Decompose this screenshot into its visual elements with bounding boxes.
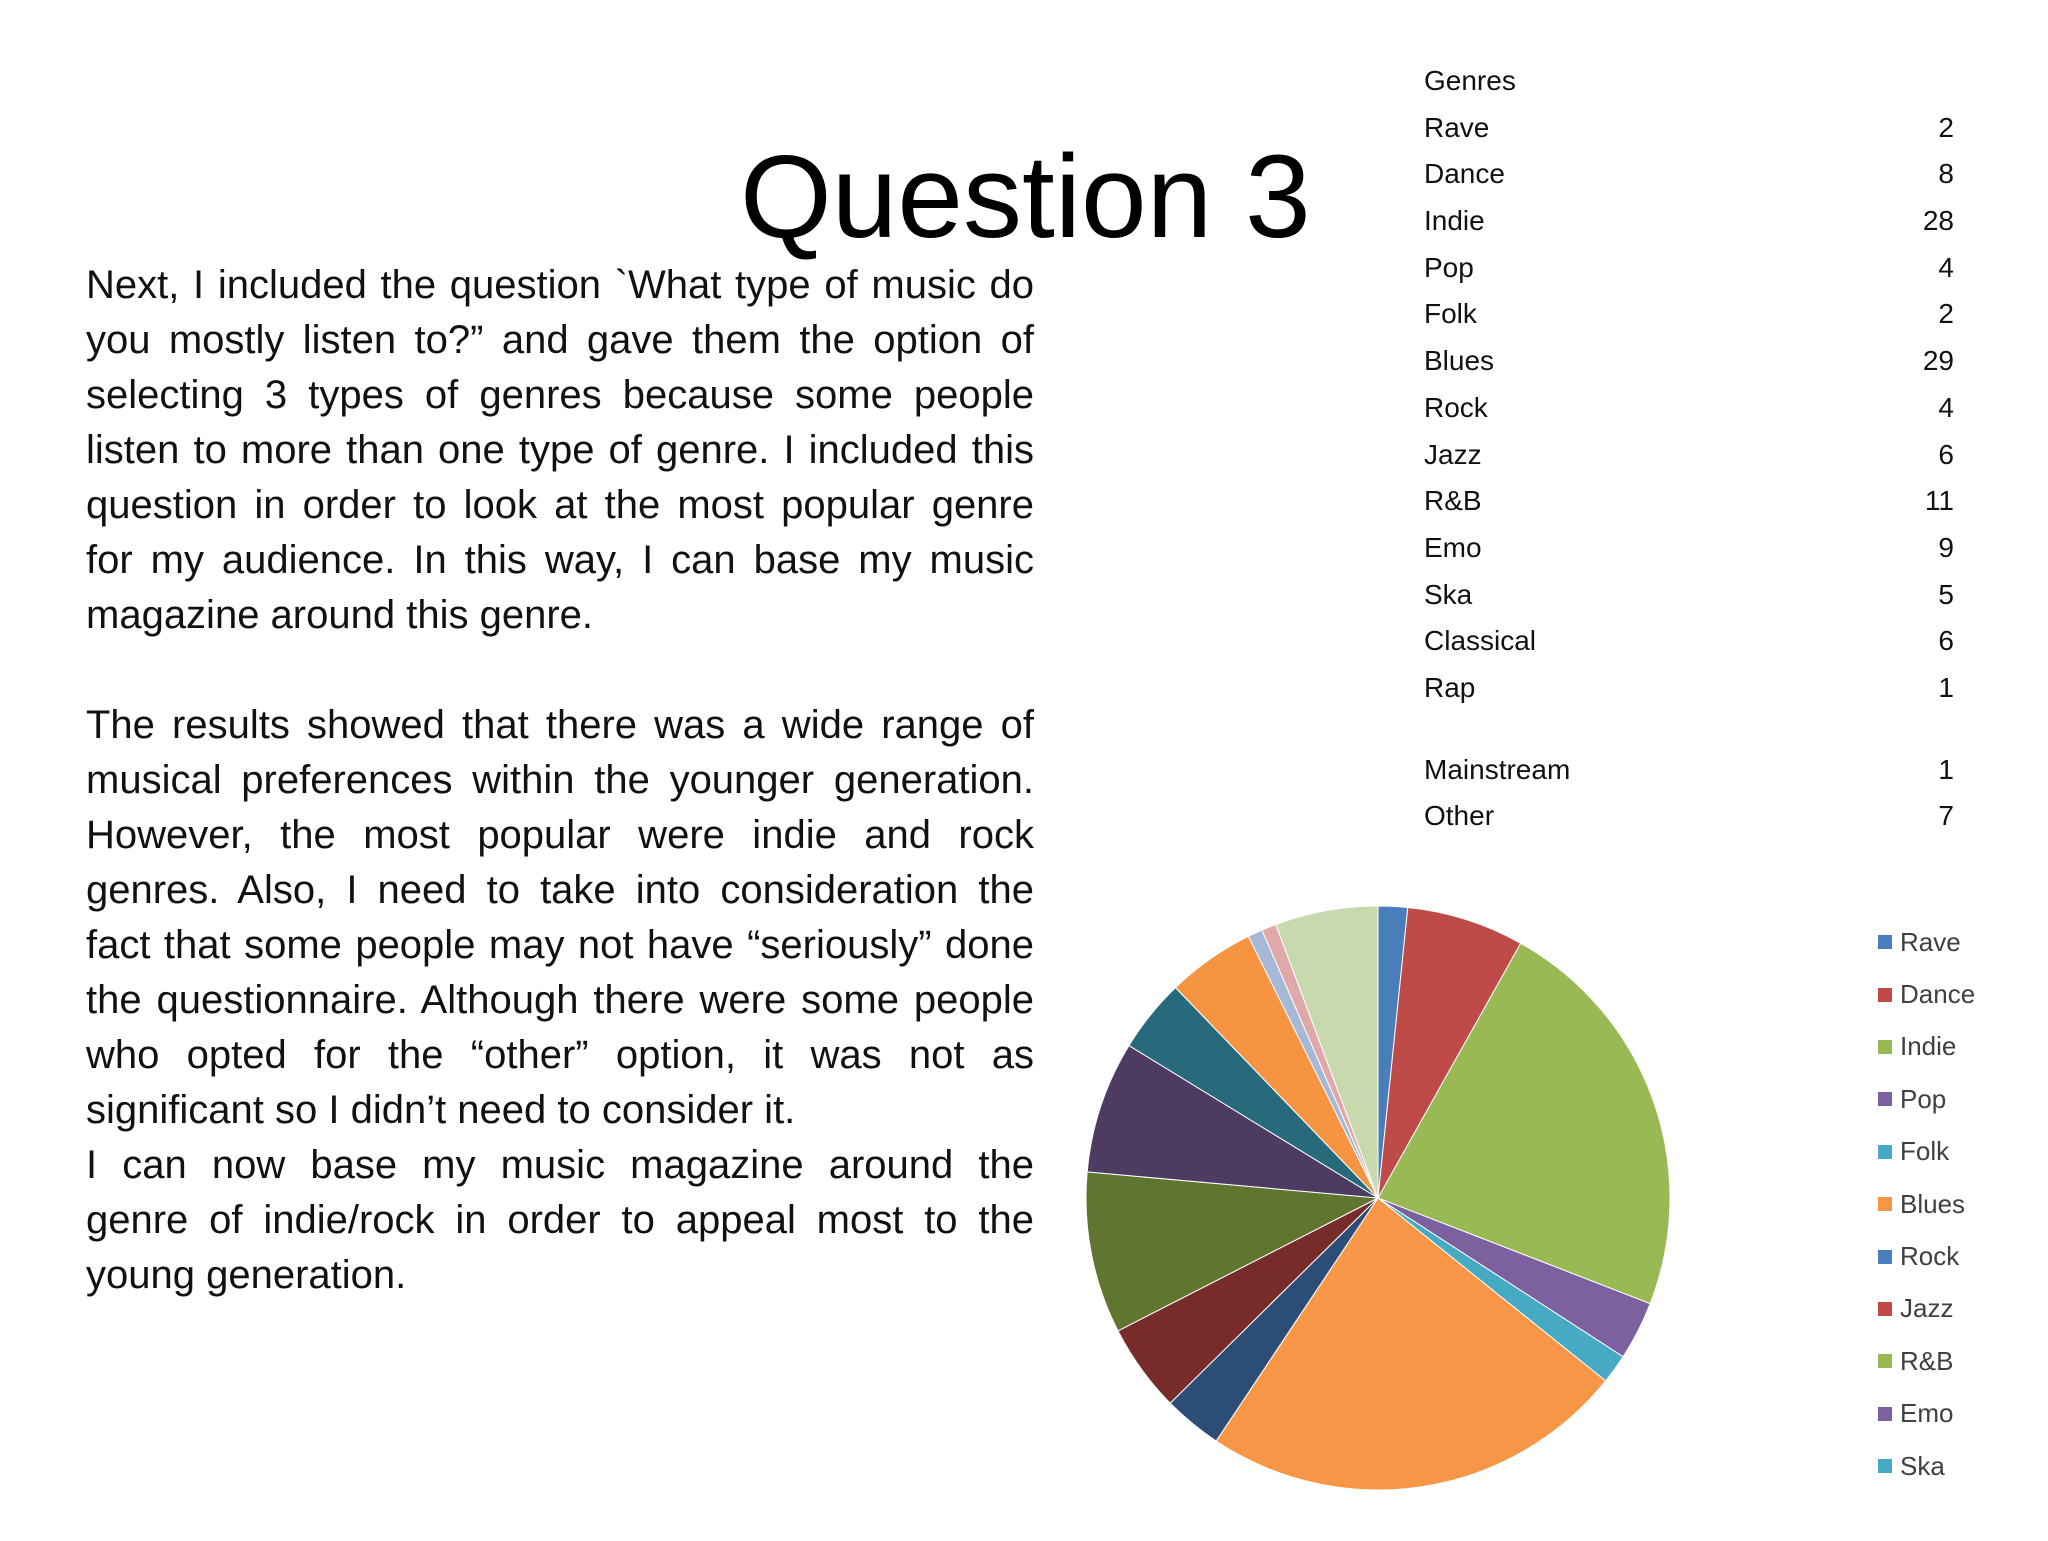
genre-count: 2: [1938, 111, 1954, 143]
genre-count: 4: [1938, 251, 1954, 283]
legend-swatch: [1878, 1302, 1892, 1316]
chart-legend: [1878, 916, 1975, 1492]
genre-count: 4: [1938, 391, 1954, 423]
genre-label: R&B: [1424, 485, 1482, 517]
genre-count: 9: [1938, 531, 1954, 563]
genre-label: Rave: [1424, 111, 1490, 143]
genre-label: Mainstream: [1424, 753, 1571, 785]
table-header: Genres: [1424, 65, 1516, 96]
paragraph-2: The results showed that there was a wide range of musical preferences within the younger generation. However, the most popular were indie and rock genres. Also, I need to take into consideration the fact that some people may not have “seriously” done the questionnaire. Although there were some people who opted for the “other” option, it was not as significant so I didn’t need to consider it.: [86, 703, 1034, 1132]
legend-entry: [1878, 1230, 1975, 1282]
genre-label: Indie: [1424, 205, 1485, 237]
table-row: [1424, 432, 1954, 479]
page-title: Question 3: [740, 131, 1311, 263]
table-row: [1424, 385, 1954, 432]
genre-label: Rock: [1424, 391, 1488, 423]
genre-count: 2: [1938, 298, 1954, 330]
table-row: [1424, 747, 1954, 794]
table-row: [1424, 525, 1954, 572]
table-row: [1424, 618, 1954, 665]
genre-count: 7: [1938, 800, 1954, 832]
legend-label: Indie: [1900, 1031, 1957, 1062]
genre-label: Emo: [1424, 531, 1482, 563]
legend-swatch: [1878, 1092, 1892, 1106]
table-row: [1424, 478, 1954, 525]
table-row: [1424, 665, 1954, 712]
legend-entry: [1878, 1388, 1975, 1440]
genre-count: 6: [1938, 438, 1954, 470]
legend-swatch: [1878, 1459, 1892, 1473]
legend-swatch: [1878, 1040, 1892, 1054]
legend-label: Ska: [1900, 1450, 1945, 1481]
genre-count: 29: [1922, 345, 1954, 377]
legend-entry: [1878, 968, 1975, 1020]
paragraph-3: I can now base my music magazine around the genre of indie/rock in order to appeal most to the young generation.: [86, 1143, 1034, 1297]
genre-label: Other: [1424, 800, 1495, 832]
table-row: [1424, 291, 1954, 338]
genre-count: 11: [1924, 485, 1954, 517]
table-row: [1424, 151, 1954, 198]
genre-label: Ska: [1424, 578, 1473, 610]
table-row: [1424, 245, 1954, 292]
legend-entry: [1878, 1283, 1975, 1335]
genre-label: Dance: [1424, 158, 1505, 190]
legend-swatch: [1878, 1197, 1892, 1211]
table-row: [1424, 793, 1954, 840]
legend-swatch: [1878, 988, 1892, 1002]
legend-swatch: [1878, 1354, 1892, 1368]
table-row: [1424, 198, 1954, 245]
legend-swatch: [1878, 1407, 1892, 1421]
table-row: [1424, 572, 1954, 619]
legend-entry: [1878, 916, 1975, 968]
genre-count: 28: [1922, 205, 1954, 237]
legend-entry: [1878, 1126, 1975, 1178]
legend-entry: [1878, 1335, 1975, 1387]
pie-chart-area: [1070, 880, 1970, 1536]
table-row: [1424, 105, 1954, 152]
legend-entry: [1878, 1021, 1975, 1073]
legend-swatch: [1878, 935, 1892, 949]
genre-label: Pop: [1424, 251, 1474, 283]
legend-label: Emo: [1900, 1398, 1954, 1429]
paragraph-1: Next, I included the question `What type of music do you mostly listen to?” and gave them the option of selecting 3 types of genres because some people listen to more than one type of genre. I included this question in order to look at the most popular genre for my audience. In this way, I can base my music magazine around this genre.: [86, 263, 1034, 637]
genre-count: 6: [1938, 625, 1954, 657]
genre-count: 1: [1938, 753, 1954, 785]
pie-chart: [1070, 880, 1970, 1536]
legend-label: Dance: [1900, 979, 1976, 1010]
legend-label: Rock: [1900, 1241, 1960, 1272]
genre-count: 5: [1938, 578, 1954, 610]
legend-entry: [1878, 1440, 1975, 1492]
legend-swatch: [1878, 1145, 1892, 1159]
genre-table: [1424, 58, 1954, 840]
legend-label: Blues: [1900, 1188, 1966, 1219]
legend-label: Folk: [1900, 1136, 1950, 1167]
genre-label: Blues: [1424, 345, 1495, 377]
legend-swatch: [1878, 1250, 1892, 1264]
legend-label: Rave: [1900, 926, 1961, 957]
genre-count: 8: [1938, 158, 1954, 190]
legend-label: Pop: [1900, 1083, 1947, 1114]
legend-label: Jazz: [1900, 1293, 1954, 1324]
genre-count: 1: [1938, 671, 1954, 703]
legend-entry: [1878, 1178, 1975, 1230]
genre-label: Classical: [1424, 625, 1537, 657]
genre-label: Jazz: [1424, 438, 1482, 470]
legend-entry: [1878, 1073, 1975, 1125]
genre-label: Rap: [1424, 671, 1476, 703]
genre-label: Folk: [1424, 298, 1477, 330]
table-row: [1424, 338, 1954, 385]
legend-label: R&B: [1900, 1345, 1954, 1376]
body-text: [86, 258, 1034, 1303]
